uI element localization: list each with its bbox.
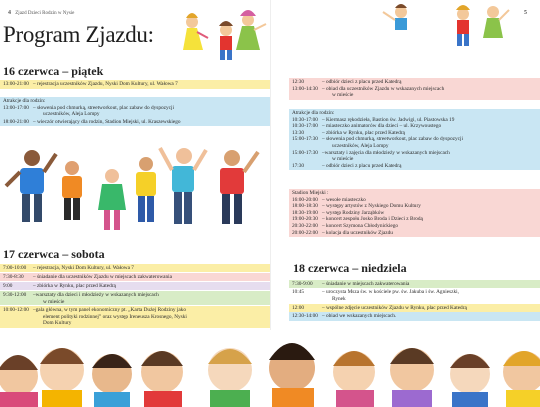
day1-heading: 16 czerwca – piątek — [3, 64, 104, 78]
schedule-text: – koncert zespołu Josko Broda i Dzieci z Brodą — [322, 216, 423, 223]
left-page-header — [8, 10, 74, 16]
day3-heading: 18 czerwca – niedziela — [293, 261, 407, 275]
schedule-text: – odbiór dzieci z placu przed Katedrą — [322, 162, 402, 169]
day2-row-registration — [0, 264, 270, 272]
schedule-text: element polityki rodzinnej” oraz występ Ireneusza Krosnego, Nyski — [43, 313, 187, 320]
schedule-text: – Kiermasz rękodzieła, Bastion św. Jadwigi, ul. Piastowska 19 — [322, 116, 455, 123]
schedule-text: – słowenia pod chmurką, streetworkout, plac zabaw do dyspozycji — [33, 104, 174, 111]
day2-row-gathering — [0, 282, 270, 290]
schedule-text: uczestników, Aleja Lompy — [332, 142, 389, 149]
schedule-text: – obiad we wskazanych miejscach. — [322, 313, 397, 319]
stadium-title: Stadion Miejski : — [292, 190, 329, 196]
day3-row-mass — [289, 288, 540, 302]
schedule-text: Dom Kultury — [43, 320, 72, 327]
day2-row-breakfast — [0, 273, 270, 281]
schedule-text: – zbiórka w Rynku, plac przed Katedrą — [322, 129, 405, 136]
left-page-number: 4 — [8, 10, 11, 16]
schedule-time: 10:30-17:00 — [292, 116, 318, 123]
schedule-text: – koncert Szymona Chłodynickiego — [322, 222, 399, 229]
schedule-time: 13:30 — [292, 129, 305, 136]
schedule-time: 7:00-10:00 — [3, 265, 27, 271]
schedule-time: 10:45 — [292, 289, 305, 295]
schedule-row — [3, 119, 267, 126]
schedule-text: Rynek — [332, 295, 346, 302]
schedule-time: 20:30-22:00 — [292, 222, 318, 229]
day2-row-workshops — [0, 291, 270, 305]
schedule-time: 13:00-14:30 — [292, 85, 318, 92]
right-attractions-block — [289, 109, 540, 170]
day1-registration-block — [0, 80, 270, 89]
day3-row-photo — [289, 304, 540, 312]
schedule-text: – rejestracja, Nyski Dom Kultury, ul. Wałowa 7 — [33, 265, 134, 271]
schedule-row — [3, 81, 267, 88]
drawn-kids-illustration — [182, 8, 268, 68]
schedule-text: w mieście — [332, 156, 354, 163]
schedule-text: – rejestracja uczestników Zjazdu, Nyski Dom Kultury, ul. Wałowa 7 — [33, 81, 178, 87]
schedule-text: – występ Rodziny Jarząbków — [322, 209, 385, 216]
schedule-time: 20:00-22:00 — [292, 229, 318, 236]
schedule-text: – występy artystów z Nyskiego Domu Kultury — [322, 203, 421, 210]
day3-row-breakfast — [289, 280, 540, 288]
schedule-text: – zbiórka w Rynku, plac przed Katedrą — [33, 283, 116, 289]
page-title: Program Zjazdu: — [3, 22, 154, 47]
schedule-text: – odbiór dzieci z placu przed Katedrą — [322, 79, 402, 85]
schedule-text: – uroczysta Msza św. w kościele pw. św. Jakuba i św. Agnieszki, — [322, 289, 459, 295]
smiling-kids-photo — [0, 330, 540, 407]
schedule-time: 18:30-19:00 — [292, 209, 318, 216]
schedule-time: 19:00-20:30 — [292, 216, 318, 223]
schedule-time: 12:30-14:00 — [292, 313, 318, 319]
schedule-time: 15:00-17:30 — [292, 136, 318, 143]
right-top-rows — [289, 78, 540, 100]
day2-heading: 17 czerwca – sobota — [3, 247, 105, 261]
schedule-text: w mieście — [332, 92, 354, 99]
attractions-title: Atrakcje dla rodzin: — [292, 110, 335, 116]
schedule-time: 17:30 — [292, 162, 305, 169]
schedule-time: 15:00-17:30 — [292, 149, 318, 156]
schedule-row — [3, 105, 267, 112]
schedule-text: – śniadanie dla uczestników Zjazdu w miejscach zakwaterowania — [33, 274, 172, 280]
schedule-time: 9:30-12:00 — [3, 292, 27, 298]
schedule-text: –gala główna, w tym panel ekonomiczny pt. „Karta Dużej Rodziny jako — [33, 307, 186, 313]
schedule-text: w mieście — [43, 298, 65, 305]
schedule-time: 10:30-17:00 — [292, 123, 318, 130]
day2-row-gala — [0, 306, 270, 328]
schedule-time: 16:00-20:00 — [292, 196, 318, 203]
schedule-text: – śniadanie w miejscach zakwaterowania — [322, 281, 410, 287]
running-title: Zjazd Dzieci Rodzin w Nysie — [15, 11, 75, 16]
schedule-text: – wieczór otwierający dla rodzin, Stadion Miejski, ul. Kraszewskiego — [33, 118, 181, 125]
attractions-title: Atrakcje dla rodzin: — [3, 98, 46, 104]
schedule-time: 12:30 — [292, 79, 305, 85]
right-stadium-block — [289, 189, 540, 237]
schedule-time: 18:00-18:30 — [292, 203, 318, 210]
jumping-kids-photo — [0, 138, 270, 242]
schedule-text: uczestników, Aleja Lompy — [43, 111, 100, 118]
drawn-kids-illustration-right — [381, 2, 511, 54]
schedule-time: 13:00-17:00 — [3, 104, 29, 111]
schedule-text: – wesołe miasteczko — [322, 196, 366, 203]
schedule-time: 9:00 — [3, 283, 13, 289]
schedule-time: 13:00-21:00 — [3, 81, 29, 87]
schedule-text: –warsztaty i zajęcia dla młodzieży w wskazanych miejscach — [322, 149, 450, 156]
schedule-text: – słowenia pod chmurką, streetworkout, plac zabaw do dyspozycji — [322, 136, 463, 143]
schedule-time: 12:00 — [292, 305, 305, 311]
day1-attractions-block — [0, 97, 270, 126]
schedule-text: – wspólne zdjęcie uczestników Zjazdu w Rynku, plac przed Katedrą — [322, 305, 467, 311]
schedule-time: 7:30-8:30 — [3, 274, 24, 280]
schedule-row — [3, 111, 267, 118]
schedule-text: – obiad dla uczestników Zjazdu w wskazanych miejscach — [322, 85, 445, 92]
schedule-time: 10:00-12:00 — [3, 307, 29, 313]
day3-row-lunch — [289, 312, 540, 321]
schedule-text: – miasteczko animatorów dla dzieci – ul. Krzywoustego — [322, 123, 442, 130]
schedule-time: 18:00-21:00 — [3, 118, 29, 125]
schedule-time: 7:30-9:00 — [292, 281, 313, 287]
right-page-number: 5 — [524, 10, 527, 16]
right-page-header — [524, 10, 530, 16]
schedule-text: –warsztaty dla dzieci i młodzieży w wskazanych miejscach — [33, 292, 159, 298]
schedule-text: – kolacja dla uczestników Zjazdu — [322, 229, 393, 236]
